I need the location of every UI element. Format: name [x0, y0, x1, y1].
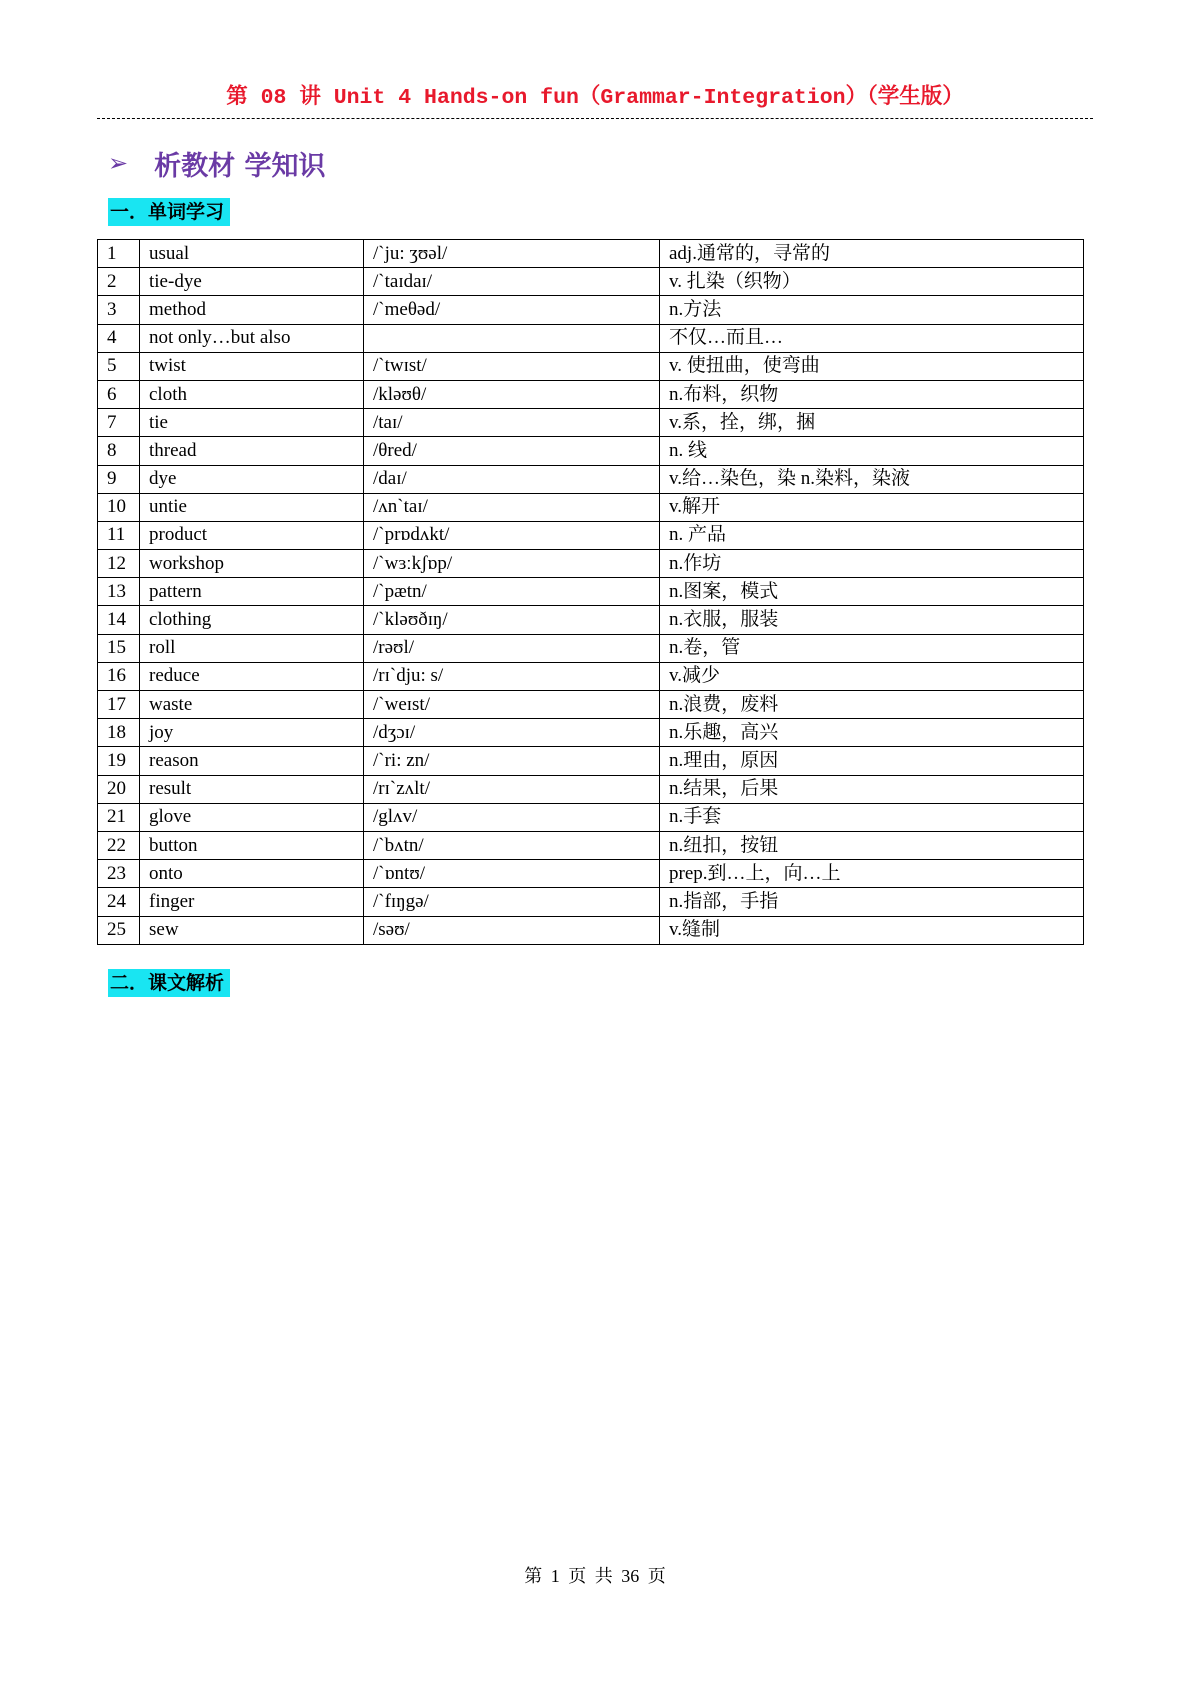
definition-cell: n.图案，模式	[660, 578, 1084, 606]
phonetic-cell: /kləʊθ/	[364, 380, 660, 408]
word-cell: tie	[140, 409, 364, 437]
word-cell: reduce	[140, 662, 364, 690]
phonetic-cell: /ˋprɒdʌkt/	[364, 521, 660, 549]
row-number-cell: 14	[98, 606, 140, 634]
vocabulary-table	[97, 239, 1084, 945]
table-row	[98, 493, 1084, 521]
row-number-cell: 3	[98, 296, 140, 324]
word-cell: tie-dye	[140, 268, 364, 296]
phonetic-cell	[364, 324, 660, 352]
word-cell: sew	[140, 916, 364, 944]
table-row	[98, 888, 1084, 916]
phonetic-cell: /rɪˋdju: s/	[364, 662, 660, 690]
phonetic-cell: /daɪ/	[364, 465, 660, 493]
phonetic-cell: /ˋkləʊðɪŋ/	[364, 606, 660, 634]
table-row	[98, 578, 1084, 606]
phonetic-cell: /ˋfɪŋgə/	[364, 888, 660, 916]
word-cell: button	[140, 831, 364, 859]
phonetic-cell: /ˋri: zn/	[364, 747, 660, 775]
table-row	[98, 775, 1084, 803]
word-cell: workshop	[140, 550, 364, 578]
definition-cell: n.浪费，废料	[660, 691, 1084, 719]
table-row	[98, 691, 1084, 719]
row-number-cell: 12	[98, 550, 140, 578]
row-number-cell: 6	[98, 380, 140, 408]
table-row	[98, 296, 1084, 324]
definition-cell: n.布料，织物	[660, 380, 1084, 408]
table-row	[98, 634, 1084, 662]
table-row	[98, 747, 1084, 775]
table-row	[98, 916, 1084, 944]
phonetic-cell: /θred/	[364, 437, 660, 465]
word-cell: untie	[140, 493, 364, 521]
phonetic-cell: /ˋju: ʒʊəl/	[364, 240, 660, 268]
vocabulary-heading: 一．单词学习	[108, 198, 230, 226]
definition-cell: v. 使扭曲，使弯曲	[660, 352, 1084, 380]
word-cell: onto	[140, 860, 364, 888]
row-number-cell: 19	[98, 747, 140, 775]
word-cell: twist	[140, 352, 364, 380]
page-footer: 第 1 页 共 36 页	[524, 1566, 666, 1586]
definition-cell: n.结果，后果	[660, 775, 1084, 803]
word-cell: usual	[140, 240, 364, 268]
table-row	[98, 352, 1084, 380]
definition-cell: v. 扎染（织物）	[660, 268, 1084, 296]
row-number-cell: 21	[98, 803, 140, 831]
definition-cell: n.作坊	[660, 550, 1084, 578]
word-cell: clothing	[140, 606, 364, 634]
phonetic-cell: /ʌnˋtaɪ/	[364, 493, 660, 521]
definition-cell: n.衣服，服装	[660, 606, 1084, 634]
definition-cell: v.缝制	[660, 916, 1084, 944]
definition-cell: v.减少	[660, 662, 1084, 690]
table-row	[98, 409, 1084, 437]
row-number-cell: 22	[98, 831, 140, 859]
phonetic-cell: /ˋtaɪdaɪ/	[364, 268, 660, 296]
word-cell: reason	[140, 747, 364, 775]
row-number-cell: 11	[98, 521, 140, 549]
phonetic-cell: /ˋtwɪst/	[364, 352, 660, 380]
phonetic-cell: /rɪˋzʌlt/	[364, 775, 660, 803]
definition-cell: v.给…染色，染 n.染料，染液	[660, 465, 1084, 493]
word-cell: pattern	[140, 578, 364, 606]
definition-cell: 不仅…而且…	[660, 324, 1084, 352]
definition-cell: n.指部，手指	[660, 888, 1084, 916]
row-number-cell: 5	[98, 352, 140, 380]
phonetic-cell: /ˋweɪst/	[364, 691, 660, 719]
table-row	[98, 662, 1084, 690]
word-cell: glove	[140, 803, 364, 831]
word-cell: method	[140, 296, 364, 324]
phonetic-cell: /glʌv/	[364, 803, 660, 831]
row-number-cell: 4	[98, 324, 140, 352]
definition-cell: prep.到…上，向…上	[660, 860, 1084, 888]
row-number-cell: 2	[98, 268, 140, 296]
phonetic-cell: /rəʊl/	[364, 634, 660, 662]
row-number-cell: 1	[98, 240, 140, 268]
row-number-cell: 17	[98, 691, 140, 719]
phonetic-cell: /ˋɒntʊ/	[364, 860, 660, 888]
table-row	[98, 465, 1084, 493]
word-cell: finger	[140, 888, 364, 916]
row-number-cell: 18	[98, 719, 140, 747]
word-cell: joy	[140, 719, 364, 747]
header-divider	[97, 118, 1093, 119]
table-row	[98, 803, 1084, 831]
table-row	[98, 380, 1084, 408]
row-number-cell: 7	[98, 409, 140, 437]
row-number-cell: 23	[98, 860, 140, 888]
table-row	[98, 606, 1084, 634]
row-number-cell: 15	[98, 634, 140, 662]
row-number-cell: 13	[98, 578, 140, 606]
phonetic-cell: /taɪ/	[364, 409, 660, 437]
word-cell: dye	[140, 465, 364, 493]
definition-cell: n.方法	[660, 296, 1084, 324]
definition-cell: n.手套	[660, 803, 1084, 831]
table-row	[98, 240, 1084, 268]
table-row	[98, 550, 1084, 578]
table-row	[98, 860, 1084, 888]
table-row	[98, 719, 1084, 747]
row-number-cell: 8	[98, 437, 140, 465]
row-number-cell: 10	[98, 493, 140, 521]
row-number-cell: 20	[98, 775, 140, 803]
phonetic-cell: /ˋwɜːkʃɒp/	[364, 550, 660, 578]
word-cell: result	[140, 775, 364, 803]
text-analysis-heading: 二．课文解析	[108, 969, 230, 997]
definition-cell: n.卷，管	[660, 634, 1084, 662]
arrow-bullet-icon: ➢	[108, 149, 129, 177]
definition-cell: v.解开	[660, 493, 1084, 521]
phonetic-cell: /ˋpætn/	[364, 578, 660, 606]
word-cell: product	[140, 521, 364, 549]
definition-cell: n. 线	[660, 437, 1084, 465]
definition-cell: v.系，拴，绑，捆	[660, 409, 1084, 437]
definition-cell: n. 产品	[660, 521, 1084, 549]
document-title: 第 08 讲 Unit 4 Hands-on fun（Grammar-Integration）（学生版）	[226, 86, 964, 110]
phonetic-cell: /ˋmeθəd/	[364, 296, 660, 324]
word-cell: cloth	[140, 380, 364, 408]
word-cell: not only…but also	[140, 324, 364, 352]
phonetic-cell: /ˋbʌtn/	[364, 831, 660, 859]
definition-cell: n.理由，原因	[660, 747, 1084, 775]
table-row	[98, 521, 1084, 549]
row-number-cell: 16	[98, 662, 140, 690]
phonetic-cell: /dʒɔɪ/	[364, 719, 660, 747]
table-row	[98, 268, 1084, 296]
phonetic-cell: /səʊ/	[364, 916, 660, 944]
word-cell: waste	[140, 691, 364, 719]
word-cell: roll	[140, 634, 364, 662]
row-number-cell: 24	[98, 888, 140, 916]
word-cell: thread	[140, 437, 364, 465]
row-number-cell: 9	[98, 465, 140, 493]
table-row	[98, 831, 1084, 859]
definition-cell: n.纽扣，按钮	[660, 831, 1084, 859]
row-number-cell: 25	[98, 916, 140, 944]
definition-cell: adj.通常的，寻常的	[660, 240, 1084, 268]
table-row	[98, 437, 1084, 465]
section-title-text: 析教材 学知识	[154, 150, 326, 182]
definition-cell: n.乐趣，高兴	[660, 719, 1084, 747]
section-title	[108, 143, 326, 183]
table-row	[98, 324, 1084, 352]
